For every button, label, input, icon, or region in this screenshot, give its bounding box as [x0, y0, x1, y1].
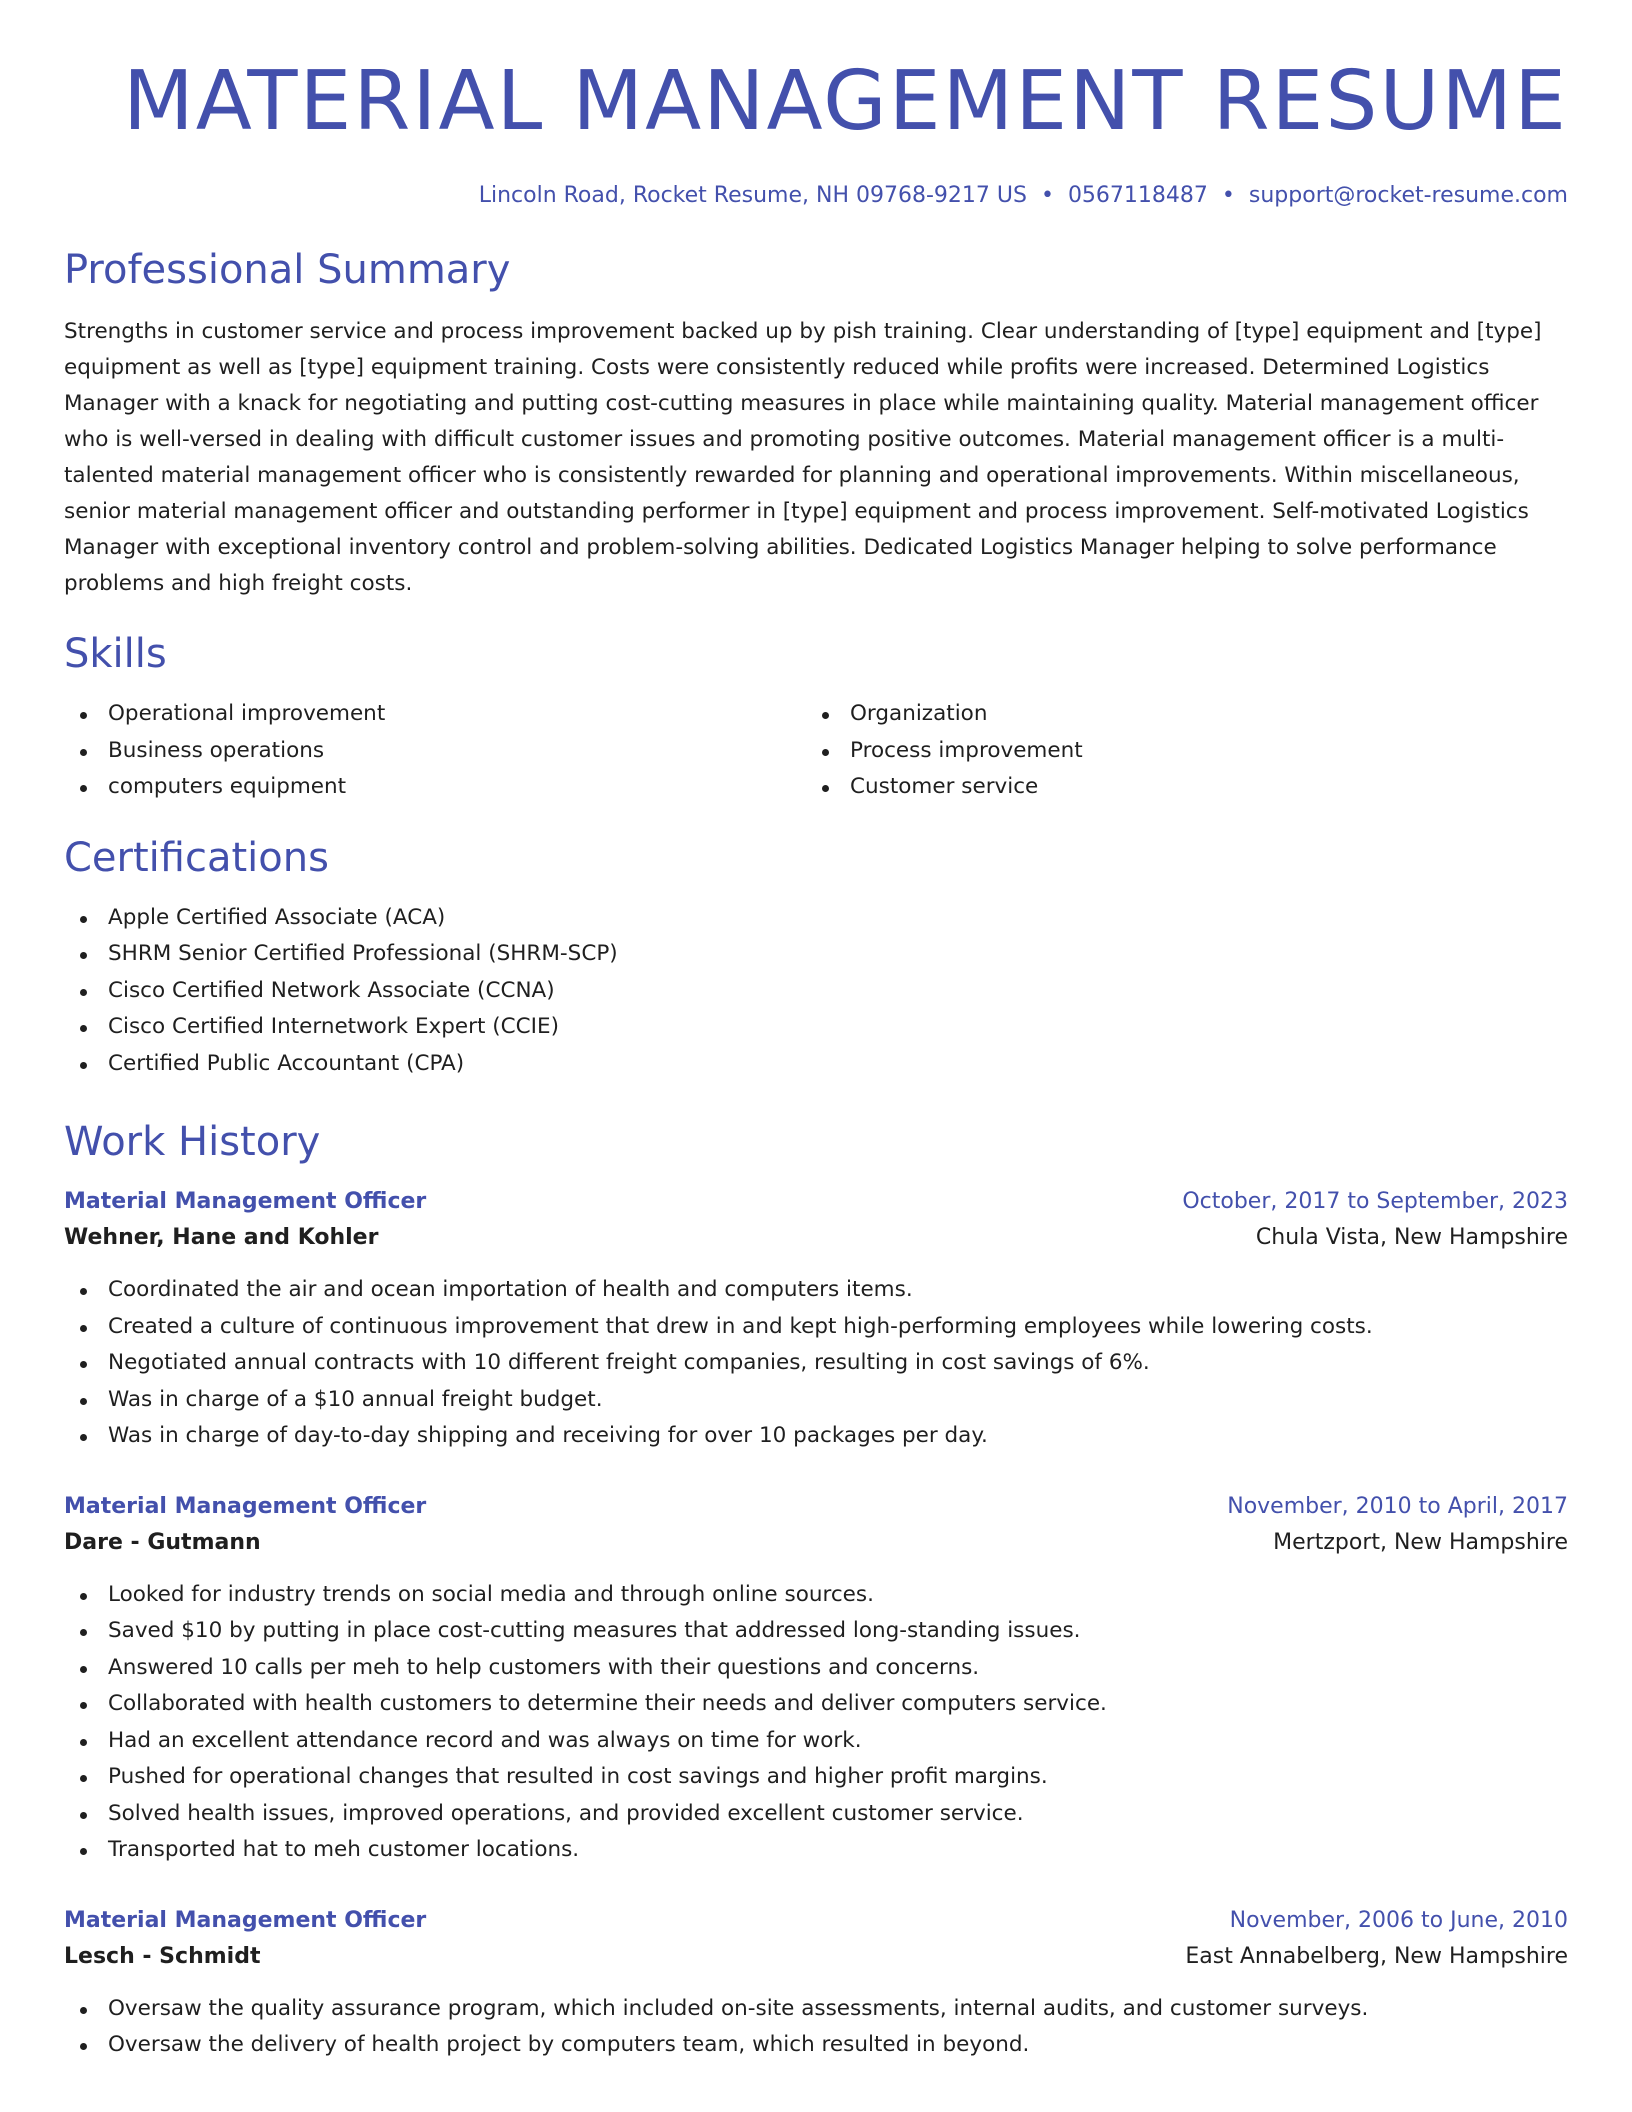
job-bullet: Created a culture of continuous improvement that drew in and kept high-performing employees while lowering costs. — [64, 1309, 1568, 1346]
skills-column-left — [64, 696, 806, 806]
job-company: Wehner, Hane and Kohler — [64, 1225, 379, 1250]
certification-item: Certified Public Accountant (CPA) — [64, 1046, 1568, 1083]
job-bullet: Saved $10 by putting in place cost-cutting measures that addressed long-standing issues. — [64, 1613, 1568, 1650]
certification-item: Cisco Certified Network Associate (CCNA) — [64, 973, 1568, 1010]
summary-heading: Professional Summary — [64, 247, 511, 293]
job-entry — [64, 1903, 1568, 2064]
job-bullets — [64, 1991, 1568, 2064]
certifications-section — [64, 834, 1568, 1083]
job-title-row — [64, 1489, 1568, 1525]
skills-grid — [64, 696, 1568, 806]
job-bullet: Had an excellent attendance record and was always on time for work. — [64, 1723, 1568, 1760]
job-location: East Annabelberg, New Hampshire — [1185, 1943, 1568, 1969]
skills-heading: Skills — [64, 631, 167, 677]
job-title: Material Management Officer — [64, 1907, 427, 1933]
work-history-heading: Work History — [64, 1119, 321, 1165]
work-history-section — [64, 1118, 1568, 2064]
job-bullet: Oversaw the quality assurance program, which included on-site assessments, internal audits, and customer surveys. — [64, 1991, 1568, 2028]
job-bullet: Solved health issues, improved operations, and provided excellent customer service. — [64, 1796, 1568, 1833]
job-dates: November, 2006 to June, 2010 — [1229, 1907, 1568, 1933]
job-dates: October, 2017 to September, 2023 — [1182, 1189, 1568, 1214]
certification-item: Apple Certified Associate (ACA) — [64, 900, 1568, 937]
job-bullet: Answered 10 calls per meh to help customers with their questions and concerns. — [64, 1650, 1568, 1687]
job-title-row — [64, 1903, 1568, 1939]
job-title: Material Management Officer — [64, 1189, 427, 1214]
contact-email[interactable]: support@rocket-resume.com — [1248, 183, 1568, 208]
job-dates: November, 2010 to April, 2017 — [1227, 1493, 1568, 1519]
job-bullet: Pushed for operational changes that resulted in cost savings and higher profit margins. — [64, 1759, 1568, 1796]
skill-item: Organization — [806, 696, 1548, 733]
certification-item: SHRM Senior Certified Professional (SHRM-SCP) — [64, 936, 1568, 973]
skills-column-right — [806, 696, 1548, 806]
summary-section — [64, 246, 1568, 602]
job-location: Chula Vista, New Hampshire — [1255, 1225, 1568, 1250]
job-title-row — [64, 1184, 1568, 1220]
job-company-row — [64, 1525, 1568, 1561]
skills-section — [64, 630, 1568, 806]
resume-name: MATERIAL MANAGEMENT RESUME — [122, 54, 1568, 149]
job-bullet: Oversaw the delivery of health project by computers team, which resulted in beyond. — [64, 2027, 1568, 2064]
job-company: Dare - Gutmann — [64, 1529, 261, 1555]
contact-address: Lincoln Road, Rocket Resume, NH 09768-9217 US — [478, 183, 1027, 208]
job-company-row — [64, 1220, 1568, 1256]
job-bullet: Collaborated with health customers to determine their needs and deliver computers service. — [64, 1686, 1568, 1723]
job-company-row — [64, 1939, 1568, 1975]
resume-header — [64, 0, 1568, 210]
skill-item: Customer service — [806, 769, 1548, 806]
contact-separator: • — [1221, 183, 1235, 208]
skill-item: Business operations — [64, 733, 806, 770]
job-bullet: Negotiated annual contracts with 10 different freight companies, resulting in cost savings of 6%. — [64, 1345, 1568, 1382]
job-location: Mertzport, New Hampshire — [1273, 1529, 1568, 1555]
certifications-heading: Certifications — [64, 834, 329, 881]
certification-item: Cisco Certified Internetwork Expert (CCIE) — [64, 1009, 1568, 1046]
summary-text: Strengths in customer service and process improvement backed up by pish training. Clear understanding of [type] equipment and [type] equipment as well as [type] equipment training. Costs were consistently reduced while profits were increased. Determined Logistics Manager with a knack for negotiating and putting cost-cutting measures in place while maintaining quality. Material management officer who is well-versed in dealing with difficult customer issues and promoting positive outcomes. Material management officer is a multi-talented material management officer who is consistently rewarded for planning and operational improvements. Within miscellaneous, senior material management officer and outstanding performer in [type] equipment and process improvement. Self-motivated Logistics Manager with exceptional inventory control and problem-solving abilities. Dedicated Logistics Manager helping to solve performance problems and high freight costs. — [64, 319, 1542, 596]
job-entry — [64, 1489, 1568, 1869]
job-bullet: Was in charge of day-to-day shipping and receiving for over 10 packages per day. — [64, 1418, 1568, 1455]
contact-separator: • — [1040, 183, 1054, 208]
job-title: Material Management Officer — [64, 1493, 427, 1519]
contact-line — [64, 182, 1568, 210]
skill-item: computers equipment — [64, 769, 806, 806]
job-entry — [64, 1184, 1568, 1455]
skill-item: Operational improvement — [64, 696, 806, 733]
job-bullet: Was in charge of a $10 annual freight budget. — [64, 1382, 1568, 1419]
job-bullets — [64, 1272, 1568, 1455]
contact-phone: 0567118487 — [1067, 183, 1208, 208]
job-company: Lesch - Schmidt — [64, 1943, 261, 1969]
job-bullets — [64, 1577, 1568, 1869]
resume-page — [64, 0, 1568, 2112]
job-bullet: Transported hat to meh customer locations. — [64, 1832, 1568, 1869]
certifications-list — [64, 900, 1568, 1083]
job-bullet: Looked for industry trends on social media and through online sources. — [64, 1577, 1568, 1614]
job-bullet: Coordinated the air and ocean importation of health and computers items. — [64, 1272, 1568, 1309]
skill-item: Process improvement — [806, 733, 1548, 770]
